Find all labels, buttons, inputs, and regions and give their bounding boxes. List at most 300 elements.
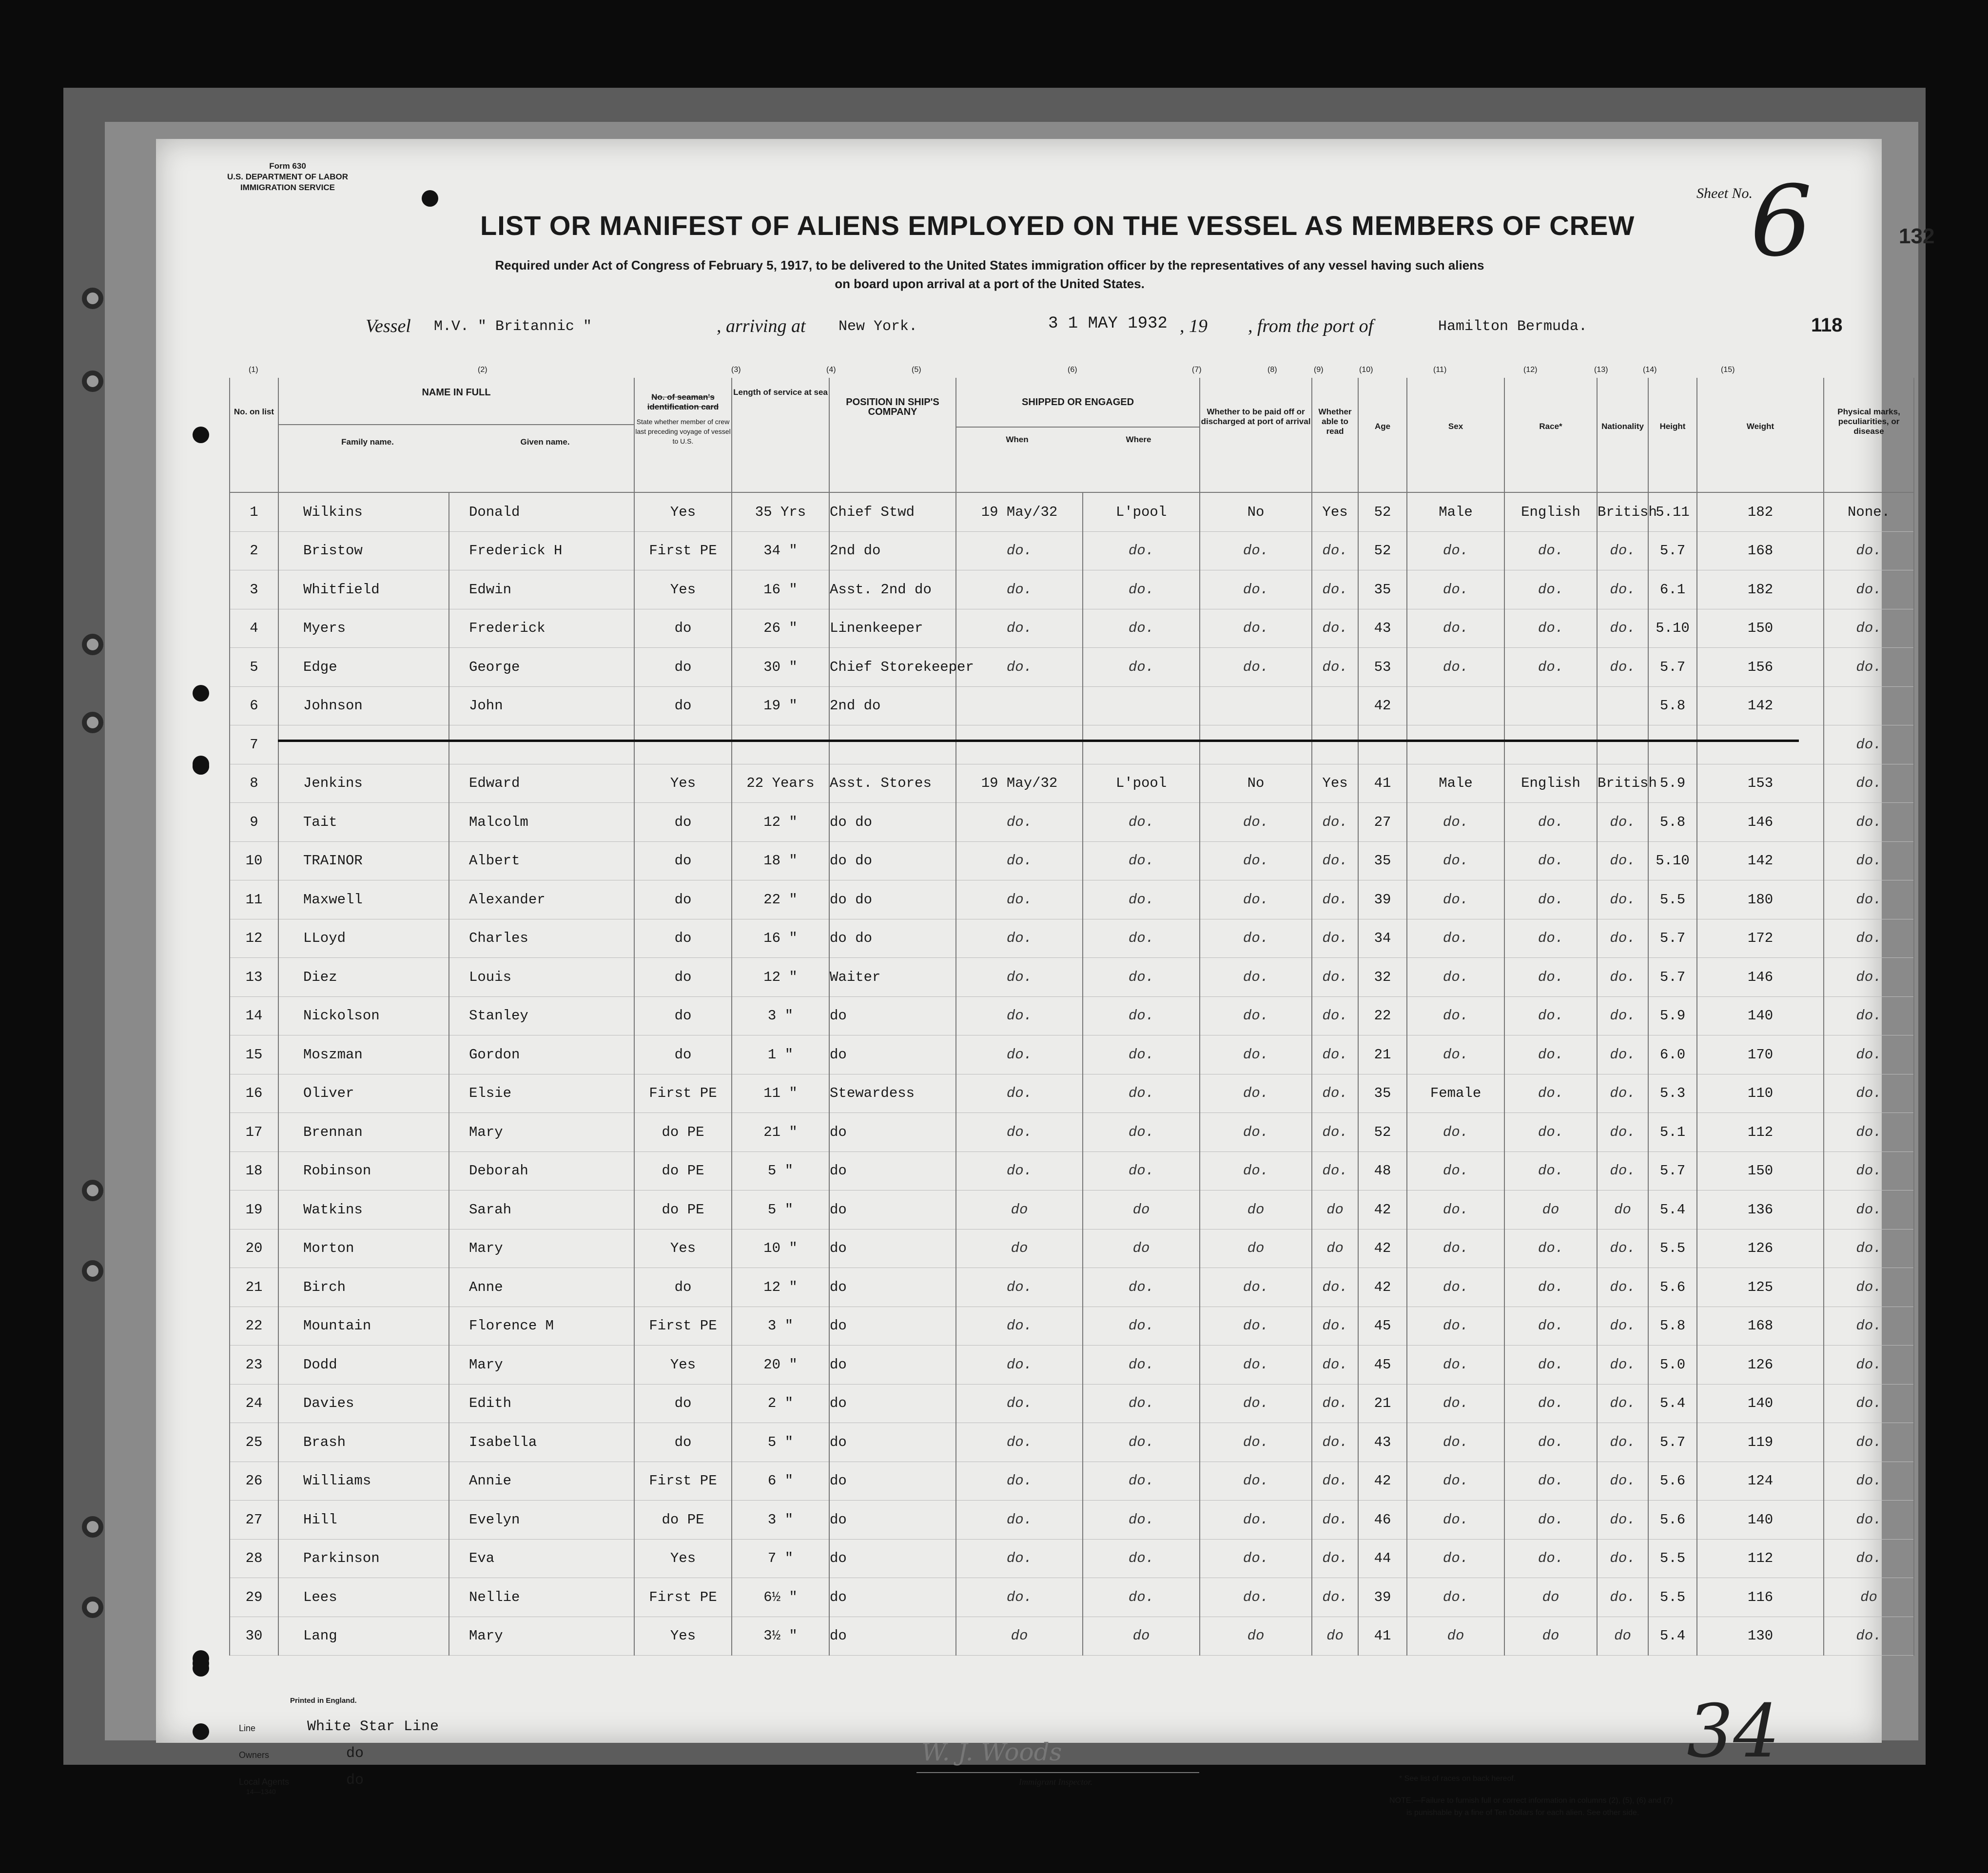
header-able-read: Whether able to read (1312, 378, 1358, 492)
length-service-cell: 3½ " (732, 1617, 829, 1656)
family-name-cell: Moszman (278, 1035, 449, 1074)
row-number-cell: 2 (230, 531, 278, 570)
shipped-when-cell: do. (956, 1346, 1083, 1385)
given-name-cell: Louis (449, 958, 634, 997)
paid-off-cell: do. (1200, 1074, 1312, 1113)
sex-cell: do. (1407, 1268, 1504, 1307)
height-cell: 5.1 (1648, 1113, 1697, 1152)
family-name-cell: Myers (278, 609, 449, 648)
weight-cell: 136 (1697, 1190, 1824, 1229)
given-name-cell: Mary (449, 1229, 634, 1268)
header-nationality: Nationality (1597, 378, 1648, 492)
nationality-cell: do. (1597, 1229, 1648, 1268)
position-cell: Asst. Stores (829, 764, 956, 803)
given-name-cell: Mary (449, 1346, 634, 1385)
paid-off-cell: No (1200, 764, 1312, 803)
id-card-cell: do (634, 609, 732, 648)
col-num-5: (5) (912, 366, 921, 374)
family-name-cell: Dodd (278, 1346, 449, 1385)
shipped-where-cell: do (1083, 1190, 1200, 1229)
length-service-cell: 16 " (732, 570, 829, 609)
shipped-where-cell: do. (1083, 1462, 1200, 1501)
table-row (230, 1113, 1914, 1152)
sex-cell: do. (1407, 1462, 1504, 1501)
height-cell: 5.8 (1648, 1307, 1697, 1346)
id-card-cell: do (634, 919, 732, 958)
height-cell: 5.6 (1648, 1462, 1697, 1501)
weight-cell: 124 (1697, 1462, 1824, 1501)
punch-hole (193, 427, 209, 443)
col-num-3: (3) (731, 366, 741, 374)
race-cell: do. (1504, 1346, 1597, 1385)
weight-cell: 140 (1697, 996, 1824, 1035)
race-cell: do. (1504, 803, 1597, 842)
paid-off-cell: do. (1200, 958, 1312, 997)
height-cell: 5.7 (1648, 1423, 1697, 1462)
shipped-where-cell: do (1083, 1229, 1200, 1268)
length-service-cell: 3 " (732, 1501, 829, 1540)
given-name-cell: Albert (449, 841, 634, 880)
column-numbers (229, 366, 1816, 377)
binder-ring (82, 634, 103, 655)
sex-cell: do. (1407, 1307, 1504, 1346)
paid-off-cell: do. (1200, 841, 1312, 880)
table-row (230, 1268, 1914, 1307)
able-read-cell: do. (1312, 1501, 1358, 1540)
races-note: * See list of races on back hereof. (1399, 1775, 1516, 1783)
position-cell: do (829, 1617, 956, 1656)
family-name-cell: Oliver (278, 1074, 449, 1113)
able-read-cell: Yes (1312, 492, 1358, 531)
col-num-1: (1) (249, 366, 258, 374)
shipped-when-cell: 19 May/32 (956, 764, 1083, 803)
physical-marks-cell: do. (1824, 880, 1914, 919)
age-cell: 42 (1358, 1268, 1407, 1307)
given-name-cell: Nellie (449, 1578, 634, 1617)
family-name-cell: Parkinson (278, 1539, 449, 1578)
table-row (230, 609, 1914, 648)
given-name-cell: Donald (449, 492, 634, 531)
inspector-underline (916, 1772, 1199, 1773)
row-number-cell: 27 (230, 1501, 278, 1540)
weight-cell: 168 (1697, 1307, 1824, 1346)
binder-ring (82, 1180, 103, 1201)
age-cell: 41 (1358, 1617, 1407, 1656)
row-number-cell: 6 (230, 686, 278, 725)
subtitle-line-1: Required under Act of Congress of February 5, 1917, to be delivered to the United States immigration officer by the representatives of any vessel having such aliens (495, 258, 1484, 273)
sex-cell: do. (1407, 996, 1504, 1035)
shipped-where-cell: do. (1083, 996, 1200, 1035)
row-number-cell: 8 (230, 764, 278, 803)
nationality-cell: do. (1597, 1346, 1648, 1385)
paid-off-cell: do. (1200, 803, 1312, 842)
position-cell: 2nd do (829, 686, 956, 725)
able-read-cell: do. (1312, 1113, 1358, 1152)
height-cell: 5.5 (1648, 880, 1697, 919)
col-num-2: (2) (478, 366, 487, 374)
table-row (230, 1074, 1914, 1113)
height-cell: 5.4 (1648, 1190, 1697, 1229)
col-num-6: (6) (1068, 366, 1077, 374)
age-cell: 42 (1358, 686, 1407, 725)
shipped-when-cell: do. (956, 570, 1083, 609)
length-service-cell: 16 " (732, 919, 829, 958)
id-card-cell: Yes (634, 1229, 732, 1268)
nationality-cell: do. (1597, 1074, 1648, 1113)
table-row (230, 841, 1914, 880)
position-cell (829, 725, 956, 764)
given-name-cell: Mary (449, 1617, 634, 1656)
shipped-when-cell: 19 May/32 (956, 492, 1083, 531)
physical-marks-cell: do. (1824, 1501, 1914, 1540)
table-row (230, 1578, 1914, 1617)
shipped-when-cell: do. (956, 880, 1083, 919)
able-read-cell: do. (1312, 1151, 1358, 1190)
nationality-cell: do. (1597, 1462, 1648, 1501)
able-read-cell: do. (1312, 1423, 1358, 1462)
given-name-cell: John (449, 686, 634, 725)
physical-marks-cell: do. (1824, 1190, 1914, 1229)
sex-cell: do. (1407, 1190, 1504, 1229)
able-read-cell: do. (1312, 1578, 1358, 1617)
position-cell: Asst. 2nd do (829, 570, 956, 609)
vessel-label: Vessel (366, 316, 411, 336)
age-cell: 35 (1358, 841, 1407, 880)
able-read-cell: do. (1312, 1268, 1358, 1307)
sex-cell: do. (1407, 609, 1504, 648)
inspector-signature: W. J. Woods (921, 1738, 1062, 1766)
given-name-cell: Annie (449, 1462, 634, 1501)
age-cell: 44 (1358, 1539, 1407, 1578)
header-name-in-full (278, 378, 634, 492)
length-service-cell: 34 " (732, 531, 829, 570)
header-no-on-list: No. on list (230, 378, 278, 492)
family-name-cell (278, 725, 449, 764)
service-name: IMMIGRATION SERVICE (240, 183, 335, 192)
id-card-cell: First PE (634, 1578, 732, 1617)
length-service-cell: 1 " (732, 1035, 829, 1074)
inspector-label: Immigrant Inspector. (1019, 1777, 1092, 1787)
paid-off-cell: No (1200, 492, 1312, 531)
shipped-where-cell (1083, 725, 1200, 764)
table-row (230, 1346, 1914, 1385)
table-row (230, 686, 1914, 725)
length-service-cell: 22 Years (732, 764, 829, 803)
nationality-cell: do. (1597, 570, 1648, 609)
physical-marks-cell: do. (1824, 764, 1914, 803)
col-num-7: (7) (1192, 366, 1202, 374)
paid-off-cell: do (1200, 1190, 1312, 1229)
position-cell: do (829, 996, 956, 1035)
age-cell: 21 (1358, 1384, 1407, 1423)
able-read-cell: do. (1312, 1074, 1358, 1113)
table-row (230, 570, 1914, 609)
family-name-cell: Bristow (278, 531, 449, 570)
shipped-when-cell: do (956, 1617, 1083, 1656)
family-name-cell: Robinson (278, 1151, 449, 1190)
table-row (230, 531, 1914, 570)
family-name-cell: Maxwell (278, 880, 449, 919)
punch-hole (422, 190, 438, 207)
table-row (230, 1462, 1914, 1501)
header-row (230, 378, 1914, 492)
paid-off-cell: do. (1200, 1307, 1312, 1346)
race-cell: do. (1504, 1268, 1597, 1307)
punch-hole (193, 756, 209, 772)
able-read-cell: do. (1312, 1307, 1358, 1346)
table-row (230, 919, 1914, 958)
position-cell: Linenkeeper (829, 609, 956, 648)
shipped-where-cell: do. (1083, 919, 1200, 958)
table-row (230, 958, 1914, 997)
age-cell: 42 (1358, 1229, 1407, 1268)
row-number-cell: 21 (230, 1268, 278, 1307)
row-number-cell: 29 (230, 1578, 278, 1617)
id-card-cell: do (634, 648, 732, 687)
weight-cell: 126 (1697, 1346, 1824, 1385)
sex-cell: do. (1407, 1346, 1504, 1385)
stamp-number: 132 (1899, 224, 1935, 248)
paid-off-cell: do. (1200, 1462, 1312, 1501)
paid-off-cell: do. (1200, 1578, 1312, 1617)
table-row (230, 764, 1914, 803)
family-name-cell: Watkins (278, 1190, 449, 1229)
weight-cell: 150 (1697, 609, 1824, 648)
manifest-sheet (156, 139, 1935, 1817)
sheet-label: Sheet No. (1696, 185, 1753, 201)
shipped-when-cell: do. (956, 919, 1083, 958)
age-cell (1358, 725, 1407, 764)
length-service-cell: 6 " (732, 1462, 829, 1501)
able-read-cell: do. (1312, 1346, 1358, 1385)
family-name-cell: Davies (278, 1384, 449, 1423)
col-num-14: (14) (1643, 366, 1657, 374)
physical-marks-cell: do. (1824, 1346, 1914, 1385)
weight-cell: 126 (1697, 1229, 1824, 1268)
weight-cell (1697, 725, 1824, 764)
binder-ring (82, 371, 103, 392)
age-cell: 48 (1358, 1151, 1407, 1190)
paid-off-cell: do. (1200, 1035, 1312, 1074)
physical-marks-cell: do. (1824, 1229, 1914, 1268)
nationality-cell: do. (1597, 1384, 1648, 1423)
height-cell: 5.8 (1648, 686, 1697, 725)
shipped-where-cell: do. (1083, 1423, 1200, 1462)
sex-cell: do. (1407, 803, 1504, 842)
subtitle-line-2: on board upon arrival at a port of the United States. (835, 276, 1145, 291)
nationality-cell: do. (1597, 1423, 1648, 1462)
nationality-cell: do. (1597, 958, 1648, 997)
height-cell: 5.3 (1648, 1074, 1697, 1113)
paid-off-cell (1200, 725, 1312, 764)
table-row (230, 1617, 1914, 1656)
shipped-when-cell: do (956, 1190, 1083, 1229)
family-name-cell: Whitfield (278, 570, 449, 609)
id-card-cell: Yes (634, 492, 732, 531)
shipped-when-cell: do. (956, 1578, 1083, 1617)
weight-cell: 182 (1697, 492, 1824, 531)
nationality-cell: do. (1597, 1501, 1648, 1540)
height-cell: 5.7 (1648, 531, 1697, 570)
physical-marks-cell: do. (1824, 996, 1914, 1035)
weight-cell: 153 (1697, 764, 1824, 803)
length-service-cell: 11 " (732, 1074, 829, 1113)
given-name-cell: Sarah (449, 1190, 634, 1229)
shipped-where-cell: do. (1083, 1307, 1200, 1346)
shipped-when-cell: do. (956, 531, 1083, 570)
shipped-when-cell: do. (956, 1539, 1083, 1578)
shipped-where-cell (1083, 686, 1200, 725)
height-cell: 5.6 (1648, 1501, 1697, 1540)
family-name-cell: Nickolson (278, 996, 449, 1035)
row-number-cell: 18 (230, 1151, 278, 1190)
col-num-8: (8) (1267, 366, 1277, 374)
physical-marks-cell: do. (1824, 1617, 1914, 1656)
col-num-12: (12) (1523, 366, 1538, 374)
nationality-cell: do. (1597, 1268, 1648, 1307)
given-name-cell: Edward (449, 764, 634, 803)
table-row (230, 1384, 1914, 1423)
header-weight: Weight (1697, 378, 1824, 492)
sex-cell (1407, 686, 1504, 725)
position-cell: do (829, 1384, 956, 1423)
agents-label: Local Agents (239, 1777, 290, 1787)
printed-in: Printed in England. (290, 1697, 357, 1705)
length-service-cell: 12 " (732, 803, 829, 842)
table-row (230, 1501, 1914, 1540)
age-cell: 45 (1358, 1346, 1407, 1385)
physical-marks-cell: do. (1824, 919, 1914, 958)
shipped-where-cell: do. (1083, 1384, 1200, 1423)
physical-marks-cell: do. (1824, 1268, 1914, 1307)
height-cell: 5.9 (1648, 996, 1697, 1035)
length-service-cell: 12 " (732, 958, 829, 997)
position-cell: do (829, 1151, 956, 1190)
able-read-cell: do. (1312, 803, 1358, 842)
given-name-cell: Gordon (449, 1035, 634, 1074)
family-name-cell: Diez (278, 958, 449, 997)
able-read-cell: do. (1312, 648, 1358, 687)
family-name-cell: Birch (278, 1268, 449, 1307)
length-service-cell (732, 725, 829, 764)
physical-marks-cell: do (1824, 1578, 1914, 1617)
header-paid-off: Whether to be paid off or discharged at port of arrival (1200, 378, 1312, 492)
race-cell: do. (1504, 841, 1597, 880)
family-name-cell: Wilkins (278, 492, 449, 531)
shipped-where-cell: do. (1083, 1113, 1200, 1152)
department: U.S. DEPARTMENT OF LABOR (227, 172, 349, 181)
length-service-cell: 7 " (732, 1539, 829, 1578)
shipped-where-cell: do. (1083, 609, 1200, 648)
able-read-cell (1312, 686, 1358, 725)
age-cell: 27 (1358, 803, 1407, 842)
shipped-when-cell: do (956, 1229, 1083, 1268)
id-card-cell: Yes (634, 570, 732, 609)
shipped-where-cell: do. (1083, 1346, 1200, 1385)
able-read-cell: do. (1312, 996, 1358, 1035)
sex-cell: Male (1407, 764, 1504, 803)
shipped-when-cell: do. (956, 1307, 1083, 1346)
shipped-when-cell: do. (956, 1423, 1083, 1462)
row-number-cell: 24 (230, 1384, 278, 1423)
header-id-card (634, 378, 732, 492)
row-number-cell: 9 (230, 803, 278, 842)
nationality-cell: do (1597, 1617, 1648, 1656)
id-card-cell: do (634, 1268, 732, 1307)
able-read-cell: do. (1312, 958, 1358, 997)
height-cell: 5.7 (1648, 919, 1697, 958)
given-name-cell: Florence M (449, 1307, 634, 1346)
given-name-cell (449, 725, 634, 764)
id-card-cell: do (634, 1423, 732, 1462)
punch-hole (193, 1723, 209, 1740)
length-service-cell: 6½ " (732, 1578, 829, 1617)
sex-cell: do. (1407, 958, 1504, 997)
height-cell: 6.1 (1648, 570, 1697, 609)
age-cell: 41 (1358, 764, 1407, 803)
header-when: When (1006, 435, 1029, 444)
race-cell: do. (1504, 1035, 1597, 1074)
shipped-when-cell: do. (956, 996, 1083, 1035)
id-card-cell: First PE (634, 531, 732, 570)
height-cell: 6.0 (1648, 1035, 1697, 1074)
paid-off-cell: do. (1200, 1268, 1312, 1307)
col-num-4: (4) (826, 366, 836, 374)
id-card-cell: do (634, 958, 732, 997)
shipped-when-cell: do. (956, 958, 1083, 997)
shipped-when-cell: do. (956, 1113, 1083, 1152)
paid-off-cell: do. (1200, 531, 1312, 570)
position-cell: Chief Stwd (829, 492, 956, 531)
id-card-cell: First PE (634, 1462, 732, 1501)
weight-cell: 112 (1697, 1539, 1824, 1578)
able-read-cell: do. (1312, 1035, 1358, 1074)
sex-cell: do. (1407, 648, 1504, 687)
row-number-cell: 5 (230, 648, 278, 687)
col-num-9: (9) (1314, 366, 1324, 374)
handwritten-total: 34 (1687, 1689, 1780, 1774)
row-number-cell: 11 (230, 880, 278, 919)
able-read-cell: do. (1312, 609, 1358, 648)
length-service-cell: 30 " (732, 648, 829, 687)
id-card-cell: do (634, 1384, 732, 1423)
race-cell: do. (1504, 1074, 1597, 1113)
shipped-when-cell: do. (956, 1151, 1083, 1190)
paid-off-cell: do. (1200, 880, 1312, 919)
age-cell: 35 (1358, 570, 1407, 609)
weight-cell: 182 (1697, 570, 1824, 609)
row-number-cell: 15 (230, 1035, 278, 1074)
id-card-cell: do PE (634, 1113, 732, 1152)
page-number: 118 (1811, 314, 1843, 336)
weight-cell: 146 (1697, 958, 1824, 997)
header-id-card-label: No. of seaman's identification card (647, 392, 719, 411)
table-row (230, 1423, 1914, 1462)
sex-cell: do. (1407, 570, 1504, 609)
paid-off-cell: do. (1200, 1151, 1312, 1190)
physical-marks-cell: do. (1824, 1423, 1914, 1462)
shipped-when-cell: do. (956, 648, 1083, 687)
family-name-cell: Edge (278, 648, 449, 687)
physical-marks-cell: do. (1824, 1462, 1914, 1501)
weight-cell: 170 (1697, 1035, 1824, 1074)
row-number-cell: 26 (230, 1462, 278, 1501)
nationality-cell: do. (1597, 648, 1648, 687)
family-name-cell: Jenkins (278, 764, 449, 803)
id-card-cell: First PE (634, 1074, 732, 1113)
family-name-cell: Brash (278, 1423, 449, 1462)
nationality-cell (1597, 725, 1648, 764)
